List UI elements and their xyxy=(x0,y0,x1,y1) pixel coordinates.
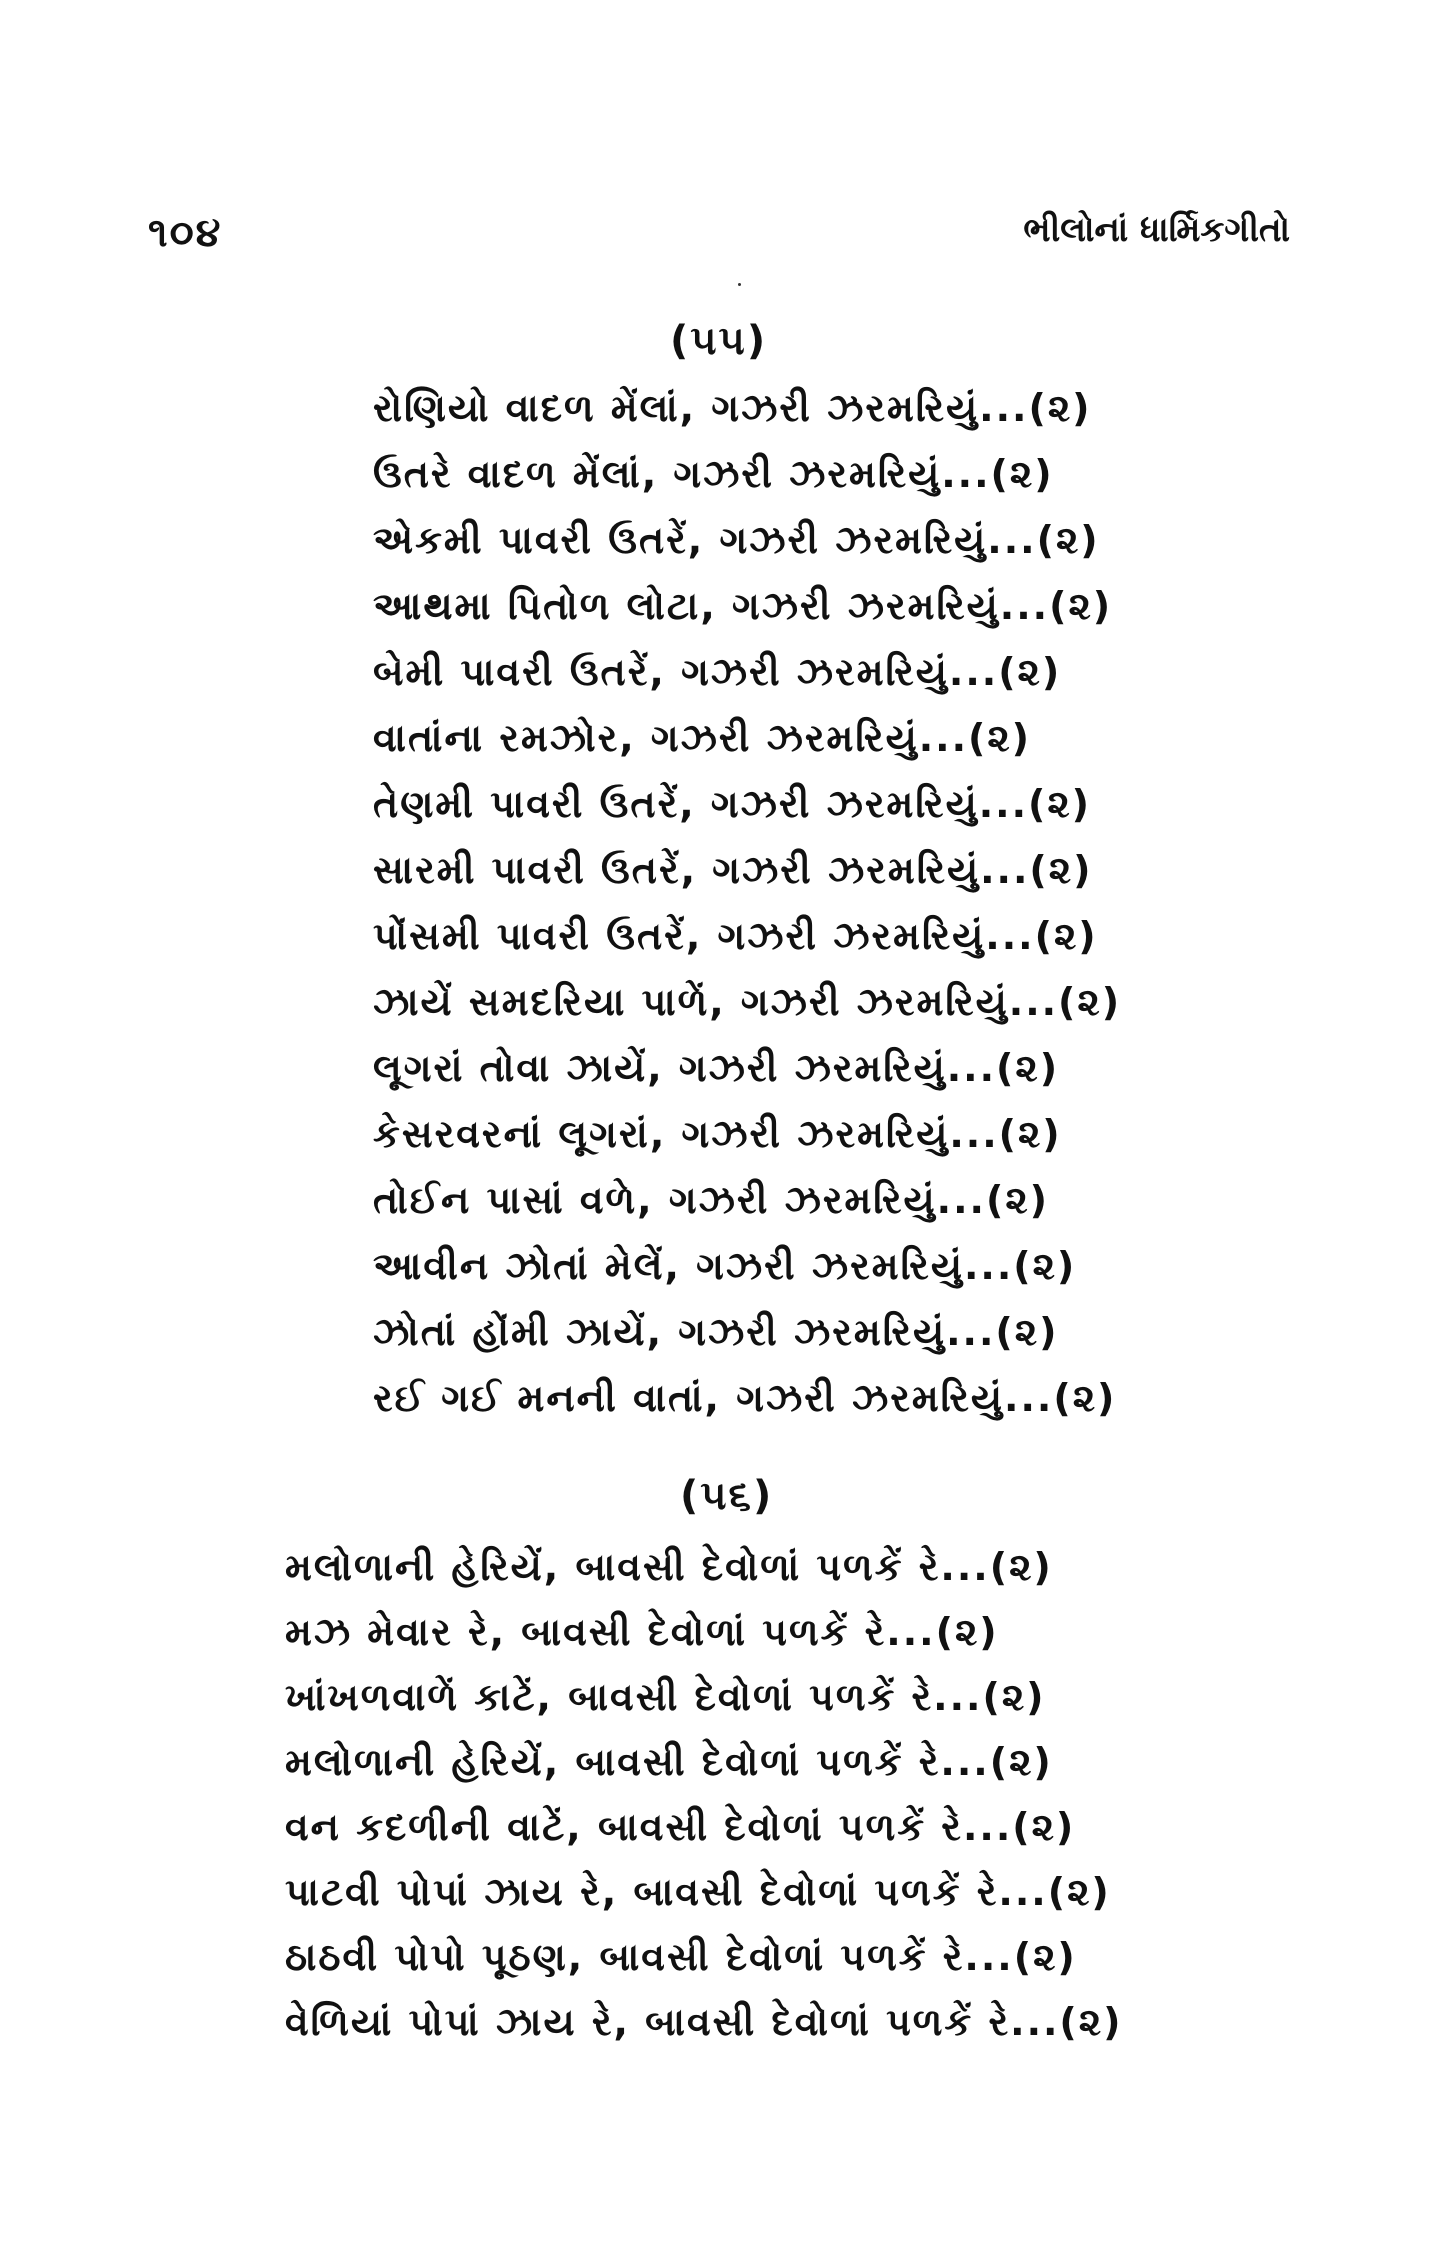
verse-line: ખાંખળવાળેં કાટેં, બાવસી દેવોળાં પળકેં રે...(૨) xyxy=(285,1675,1046,1719)
verse-line: પોંસમી પાવરી ઉતરેં, ગઝરી ઝરમરિયું...(૨) xyxy=(373,914,1098,958)
verse-line: વાતાંના રમઝોર, ગઝરી ઝરમરિયું...(૨) xyxy=(373,716,1032,760)
verse-line: પાટવી પોપાં ઝાય રે, બાવસી દેવોળાં પળકેં રે...(૨) xyxy=(285,1870,1111,1914)
verse-line: સારમી પાવરી ઉતરેં, ગઝરી ઝરમરિયું...(૨) xyxy=(373,848,1093,892)
verse-line: રઈ ગઈ મનની વાતાં, ગઝરી ઝરમરિયું...(૨) xyxy=(373,1376,1117,1420)
song-number: (૫૬) xyxy=(680,1473,774,1519)
verse-line: મલોળાની હેરિયેં, બાવસી દેવોળાં પળકેં રે...(૨) xyxy=(285,1545,1053,1589)
verse-line: બેમી પાવરી ઉતરેં, ગઝરી ઝરમરિયું...(૨) xyxy=(373,650,1062,694)
verse-line: આવીન ઝોતાં મેલેં, ગઝરી ઝરમરિયું...(૨) xyxy=(373,1244,1077,1288)
verse-line: વેળિયાં પોપાં ઝાય રે, બાવસી દેવોળાં પળકેં રે...(૨) xyxy=(285,2000,1123,2044)
verse-line: લૂગરાં તોવા ઝાયેં, ગઝરી ઝરમરિયું...(૨) xyxy=(373,1046,1060,1090)
verse-line: ઠાઠવી પોપો પૂઠણ, બાવસી દેવોળાં પળકેં રે...(૨) xyxy=(285,1935,1077,1979)
page-number: ૧૦૪ xyxy=(148,210,223,256)
verse-list xyxy=(285,1535,1122,2055)
verse-line: આથમા પિતોળ લોટા, ગઝરી ઝરમરિયું...(૨) xyxy=(373,584,1113,628)
verse-line: તોઈન પાસાં વળે, ગઝરી ઝરમરિયું...(૨) xyxy=(373,1178,1050,1222)
verse-line: એકમી પાવરી ઉતરેં, ગઝરી ઝરમરિયું...(૨) xyxy=(373,518,1100,562)
verse-line: તેણમી પાવરી ઉતરેં, ગઝરી ઝરમરિયું...(૨) xyxy=(373,782,1092,826)
verse-line: મઝ મેવાર રે, બાવસી દેવોળાં પળકેં રે...(૨) xyxy=(285,1610,999,1654)
verse-line: મલોળાની હેરિયેં, બાવસી દેવોળાં પળકેં રે...(૨) xyxy=(285,1740,1053,1784)
print-speck xyxy=(738,283,741,286)
verse-line: ઝાયેં સમદરિયા પાળેં, ગઝરી ઝરમરિયું...(૨) xyxy=(373,980,1122,1024)
page-header xyxy=(148,210,1290,270)
verse-line: ઝોતાં હોંમી ઝાયેં, ગઝરી ઝરમરિયું...(૨) xyxy=(373,1310,1059,1354)
running-title: ભીલોનાં ધાર્મિકગીતો xyxy=(1023,210,1290,250)
verse-line: ઉતરે વાદળ મેંલાં, ગઝરી ઝરમરિયું...(૨) xyxy=(373,452,1054,496)
verse-line: કેસરવરનાં લૂગરાં, ગઝરી ઝરમરિયું...(૨) xyxy=(373,1112,1062,1156)
verse-line: રોણિયો વાદળ મેંલાં, ગઝરી ઝરમરિયું...(૨) xyxy=(373,386,1092,430)
song-number: (૫૫) xyxy=(670,318,768,364)
verse-list xyxy=(373,375,1121,1431)
verse-line: વન કદળીની વાટેં, બાવસી દેવોળાં પળકેં રે...(૨) xyxy=(285,1805,1076,1849)
